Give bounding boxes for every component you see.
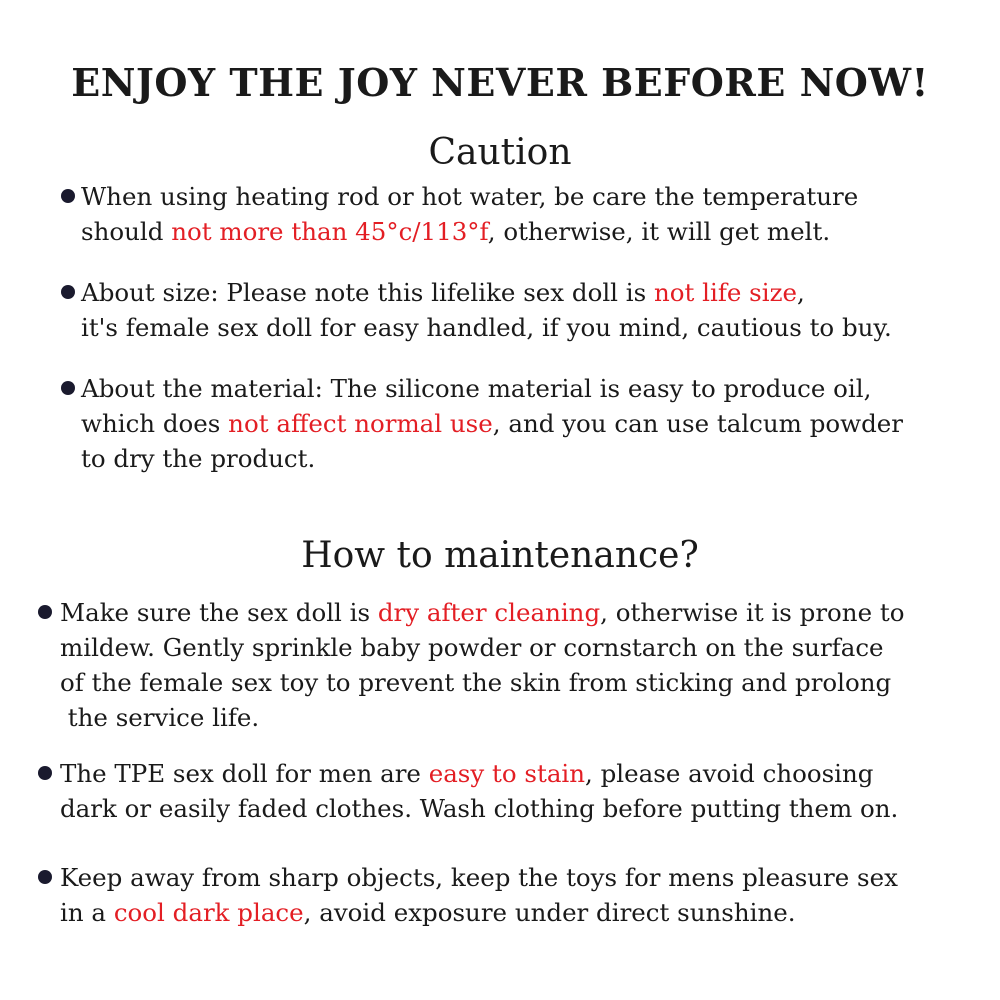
text-line: About the material: The silicone material is easy to produce oil, (81, 374, 872, 403)
maintenance-item-2 (60, 756, 898, 826)
highlight-text: not affect normal use (228, 409, 493, 438)
bullet-icon (38, 605, 52, 619)
bullet-icon (38, 870, 52, 884)
maintenance-title: How to maintenance? (301, 535, 699, 576)
caution-title: Caution (428, 132, 572, 173)
text-line: which does not affect normal use, and you can use talcum powder (81, 409, 903, 438)
bullet-icon (61, 285, 75, 299)
bullet-icon (61, 189, 75, 203)
maintenance-item-3 (60, 860, 898, 930)
caution-item-1 (81, 179, 858, 249)
caution-item-2 (81, 275, 892, 345)
text-line: When using heating rod or hot water, be care the temperature (81, 182, 859, 211)
text-line: dark or easily faded clothes. Wash clothing before putting them on. (60, 794, 899, 823)
caution-item-3 (81, 371, 903, 476)
text-line: About size: Please note this lifelike sex doll is not life size, (81, 278, 805, 307)
highlight-text: dry after cleaning (377, 598, 601, 627)
text-line: to dry the product. (81, 444, 316, 473)
bullet-icon (61, 381, 75, 395)
text-line: of the female sex toy to prevent the skin from sticking and prolong (60, 668, 892, 697)
text-line: the service life. (60, 703, 260, 732)
maintenance-item-1 (60, 595, 904, 735)
highlight-text: easy to stain (428, 759, 586, 788)
text-line: it's female sex doll for easy handled, if you mind, cautious to buy. (81, 313, 892, 342)
bullet-icon (38, 766, 52, 780)
highlight-text: not life size (653, 278, 797, 307)
text-line: mildew. Gently sprinkle baby powder or cornstarch on the surface (60, 633, 884, 662)
text-line: The TPE sex doll for men are easy to stain, please avoid choosing (60, 759, 874, 788)
highlight-text: cool dark place (113, 898, 304, 927)
text-line: Make sure the sex doll is dry after cleaning, otherwise it is prone to (60, 598, 905, 627)
headline: ENJOY THE JOY NEVER BEFORE NOW! (71, 60, 929, 105)
text-line: in a cool dark place, avoid exposure under direct sunshine. (60, 898, 796, 927)
text-line: should not more than 45°c/113°f, otherwise, it will get melt. (81, 217, 831, 246)
highlight-text: not more than 45°c/113°f (171, 217, 488, 246)
text-line: Keep away from sharp objects, keep the toys for mens pleasure sex (60, 863, 898, 892)
